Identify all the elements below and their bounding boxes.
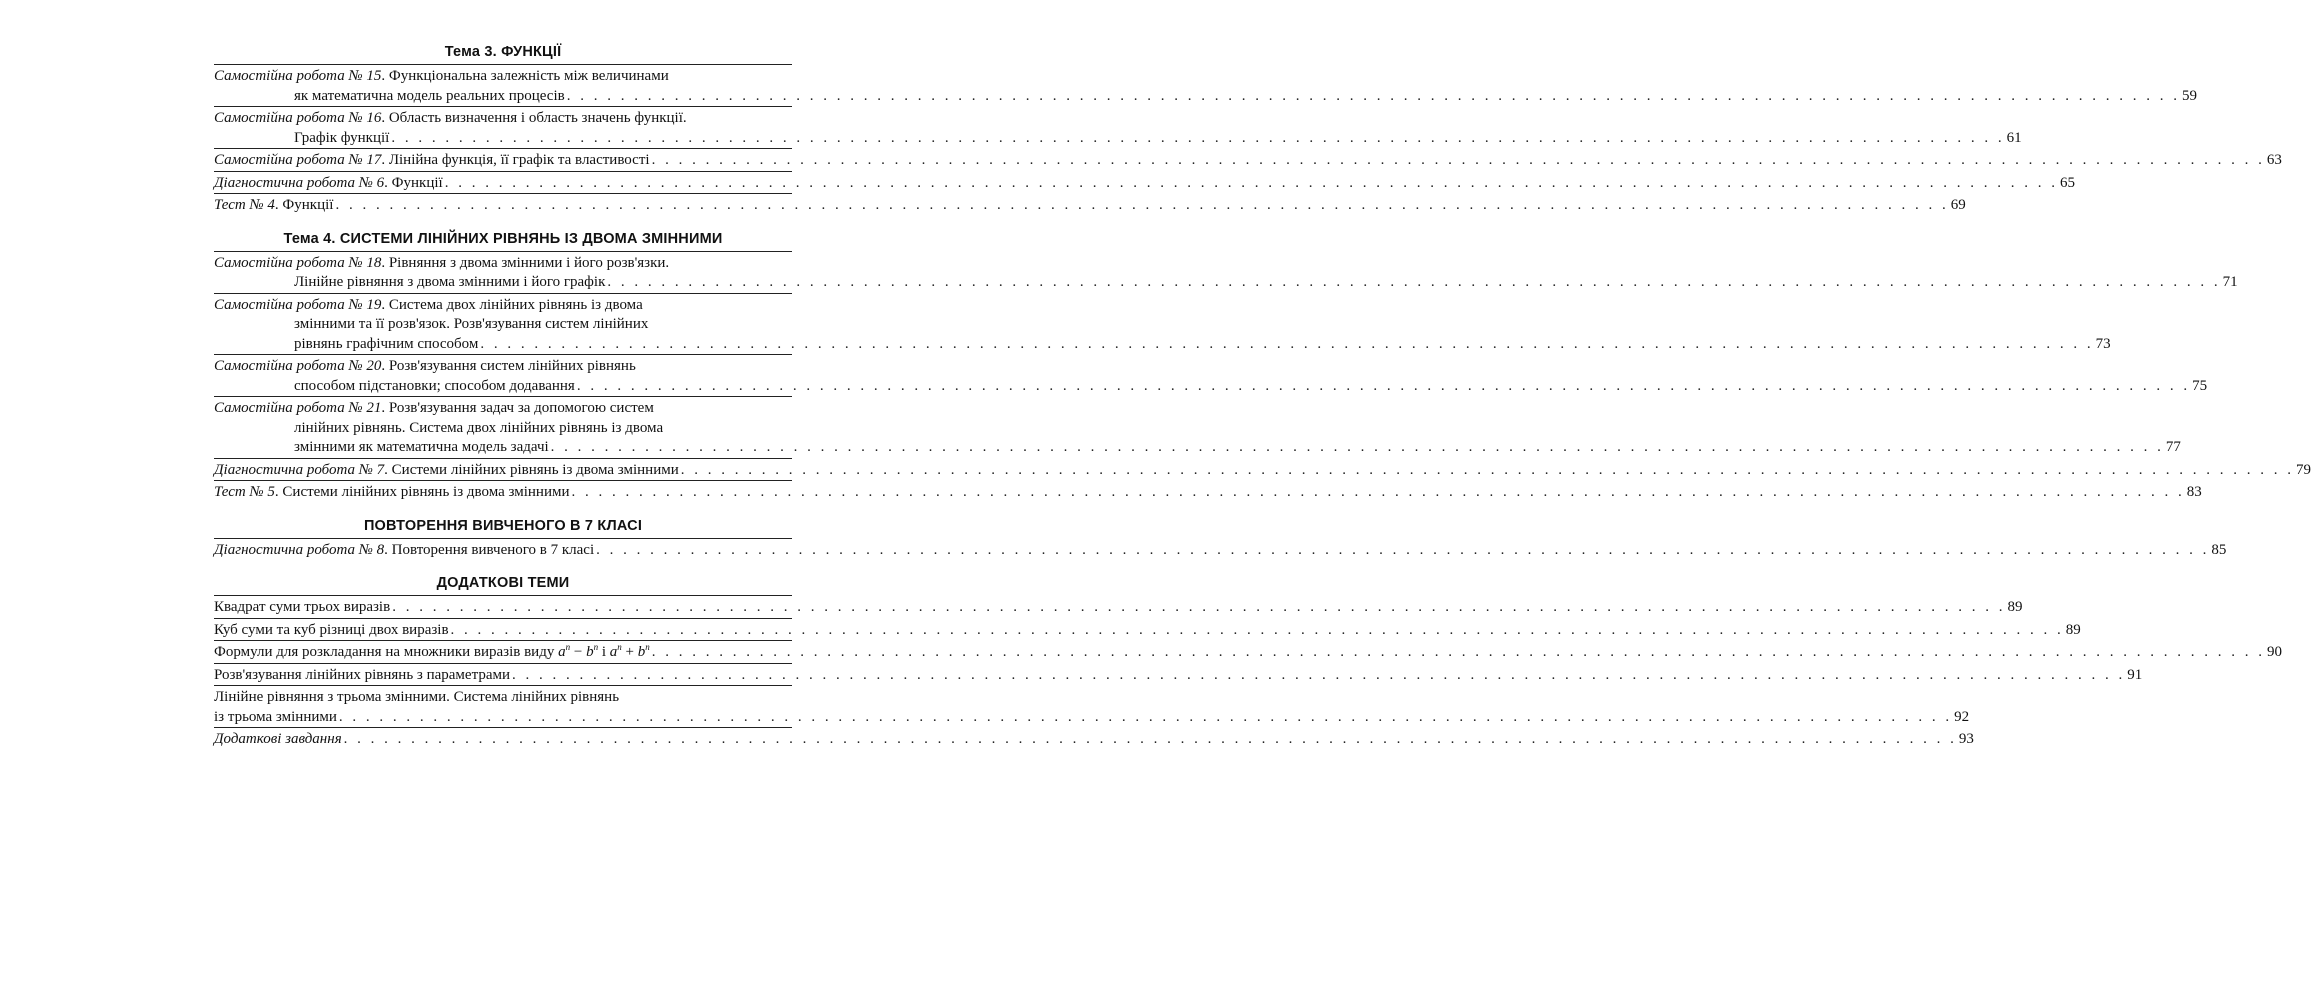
toc-entry[interactable]: [214, 293, 2111, 355]
entry-title-text: . Розв'язування систем лінійних рівнянь: [381, 358, 636, 374]
entry-title-text: . Функціональна залежність між величинами: [381, 68, 669, 84]
page-number: 93: [1958, 731, 1974, 747]
entry-title-text: Лінійне рівняння з трьома змінними. Система лінійних рівнянь: [214, 689, 620, 705]
entry-text: змінними як математична модель задачі: [294, 439, 549, 455]
entry-text: із трьома змінними: [214, 708, 337, 725]
toc-entry[interactable]: [214, 396, 2181, 458]
page-number: 75: [2192, 377, 2208, 394]
entry-label: Самостійна робота № 21: [214, 400, 382, 416]
entry-last-line: [214, 461, 2311, 481]
toc-entry[interactable]: [214, 539, 2227, 561]
entry-last-line: [214, 196, 1966, 216]
toc-entry[interactable]: [214, 663, 2143, 686]
toc-entry[interactable]: [214, 640, 2282, 663]
toc-entry[interactable]: [214, 171, 2075, 194]
page-number: 63: [2266, 152, 2282, 168]
entry-last-line: [214, 708, 1970, 728]
dot-leader: . . . . . . . . . . . . . . . . . . . . . . . . . . . . . . . . . . . . . . . . . . . . . . . . . . . . . . . . . . . . . . . . . . . . . . . . . . . . . . . . . . . . . . . . . . . . . . . . . . . . . . . . . . . . . . . . . . . . . . . .: [338, 708, 1953, 725]
toc-entry[interactable]: [214, 480, 2202, 503]
page-number: 89: [2065, 621, 2081, 638]
dot-leader: . . . . . . . . . . . . . . . . . . . . . . . . . . . . . . . . . . . . . . . . . . . . . . . . . . . . . . . . . . . . . . . . . . . . . . . . . . . . . . . . . . . . . . . . . . . . . . . . . . . . . . . . . . . . . . . . . . . . . . . .: [651, 152, 2265, 168]
entry-last-line: [214, 438, 2181, 458]
page-number: 91: [2127, 666, 2143, 683]
entry-text: Тест № 4. Функції: [214, 197, 334, 213]
entry-last-line: [214, 151, 2282, 171]
entry-first-line: [214, 357, 792, 377]
entry-last-line: [214, 335, 2111, 355]
section-title-text: ПОВТОРЕННЯ ВИВЧЕНОГО В 7 КЛАСІ: [363, 517, 643, 534]
entry-text: Лінійне рівняння з двома змінними і його графік: [294, 274, 606, 290]
page-number: 69: [1950, 197, 1966, 213]
entry-text: Формули для розкладання на множники виразів виду $a^n - b^n$ і $a^n + b^n$: [214, 642, 650, 660]
entry-text: Графік функції: [294, 129, 390, 146]
page-number: 83: [2186, 484, 2202, 500]
entry-last-line: [214, 273, 2238, 293]
entry-label: Самостійна робота № 20: [214, 358, 382, 374]
entry-text: Тест № 5. Системи лінійних рівнянь із двома змінними: [214, 484, 570, 500]
entry-first-line: [214, 109, 792, 129]
entry-last-line: [214, 730, 1974, 750]
entry-text: Куб суми та куб різниці двох виразів: [214, 621, 449, 638]
entry-last-line: [214, 642, 2282, 663]
dot-leader: . . . . . . . . . . . . . . . . . . . . . . . . . . . . . . . . . . . . . . . . . . . . . . . . . . . . . . . . . . . . . . . . . . . . . . . . . . . . . . . . . . . . . . . . . . . . . . . . . . . . . . . . . . . . . . . . . . . . . . . .: [576, 377, 2191, 394]
entry-last-line: [214, 541, 2227, 561]
entry-text: як математична модель реальних процесів: [294, 87, 565, 104]
dot-leader: . . . . . . . . . . . . . . . . . . . . . . . . . . . . . . . . . . . . . . . . . . . . . . . . . . . . . . . . . . . . . . . . . . . . . . . . . . . . . . . . . . . . . . . . . . . . . . . . . . . . . . . . . . . . . . . . . . . . . . . .: [444, 174, 2058, 191]
toc-entry[interactable]: [214, 193, 1966, 216]
entry-first-line: [214, 254, 792, 274]
toc-section: [214, 229, 2311, 503]
section-title: [214, 42, 792, 65]
page-number: 73: [2095, 335, 2111, 352]
toc-entry[interactable]: [214, 65, 2197, 106]
dot-leader: . . . . . . . . . . . . . . . . . . . . . . . . . . . . . . . . . . . . . . . . . . . . . . . . . . . . . . . . . . . . . . . . . . . . . . . . . . . . . . . . . . . . . . . . . . . . . . . . . . . . . . . . . . . . . . . . . . . . . . . .: [596, 541, 2210, 558]
entry-title-text: . Область визначення і область значень функції.: [381, 110, 687, 126]
page-number: 90: [2266, 644, 2282, 660]
entry-label: Діагностична робота № 7: [214, 461, 385, 478]
section-title: [214, 573, 792, 596]
toc-entry[interactable]: [214, 106, 2022, 148]
entry-text: Діагностична робота № 8. Повторення вивченого в 7 класі: [214, 541, 595, 558]
entry-label: Самостійна робота № 18: [214, 254, 382, 271]
page-number: 79: [2296, 461, 2311, 478]
entry-text: Додаткові завдання: [214, 731, 342, 747]
dot-leader: . . . . . . . . . . . . . . . . . . . . . . . . . . . . . . . . . . . . . . . . . . . . . . . . . . . . . . . . . . . . . . . . . . . . . . . . . . . . . . . . . . . . . . . . . . . . . . . . . . . . . . . . . . . . . . . . . . . . . . . .: [651, 644, 2265, 660]
dot-leader: . . . . . . . . . . . . . . . . . . . . . . . . . . . . . . . . . . . . . . . . . . . . . . . . . . . . . . . . . . . . . . . . . . . . . . . . . . . . . . . . . . . . . . . . . . . . . . . . . . . . . . . . . . . . . . . . . . . . . . . .: [343, 731, 1957, 747]
page-number: 65: [2059, 174, 2075, 191]
entry-continuation-line: лінійних рівнянь. Система двох лінійних рівнянь із двома: [294, 419, 664, 436]
entry-last-line: [214, 174, 2075, 194]
entry-title-text: . Розв'язування задач за допомогою систем: [381, 400, 654, 416]
section-title-text: ФУНКЦІЇ: [501, 44, 562, 60]
page-number: 92: [1954, 708, 1970, 725]
entry-continuation-line: змінними та її розв'язок. Розв'язування систем лінійних: [294, 316, 649, 332]
entry-label: Тест № 5: [214, 484, 275, 500]
entry-text: Діагностична робота № 6. Функції: [214, 174, 443, 191]
section-title-text: СИСТЕМИ ЛІНІЙНИХ РІВНЯНЬ ІЗ ДВОМА ЗМІННИМИ: [339, 230, 723, 247]
dot-leader: . . . . . . . . . . . . . . . . . . . . . . . . . . . . . . . . . . . . . . . . . . . . . . . . . . . . . . . . . . . . . . . . . . . . . . . . . . . . . . . . . . . . . . . . . . . . . . . . . . . . . . . . . . . . . . . . . . . . . . . .: [566, 87, 2180, 104]
page-number: 89: [2007, 599, 2023, 615]
entry-label: Самостійна робота № 15: [214, 68, 382, 84]
entry-text: рівнянь графічним способом: [294, 335, 479, 352]
entry-title-text: . Система двох лінійних рівнянь із двома: [381, 296, 643, 313]
entry-label: Самостійна робота № 16: [214, 110, 382, 126]
section-title-text: ДОДАТКОВІ ТЕМИ: [436, 575, 570, 591]
toc-entry[interactable]: [214, 458, 2311, 481]
section-title: [214, 229, 792, 252]
toc-entry[interactable]: [214, 596, 2023, 618]
page-number: 61: [2006, 129, 2022, 146]
entry-text: Самостійна робота № 17. Лінійна функція, її графік та властивості: [214, 152, 650, 168]
toc-entry[interactable]: [214, 618, 2081, 641]
page-number: 71: [2222, 274, 2238, 290]
toc-entry[interactable]: [214, 148, 2282, 171]
dot-leader: . . . . . . . . . . . . . . . . . . . . . . . . . . . . . . . . . . . . . . . . . . . . . . . . . . . . . . . . . . . . . . . . . . . . . . . . . . . . . . . . . . . . . . . . . . . . . . . . . . . . . . . . . . . . . . . . . . . . . . . .: [607, 274, 2221, 290]
math-term: $b^n$: [637, 642, 650, 660]
toc-entry[interactable]: [214, 252, 2238, 293]
entry-first-line: [214, 67, 792, 87]
entry-label: Діагностична робота № 8: [214, 541, 385, 558]
entry-last-line: [214, 621, 2081, 641]
entry-last-line: [214, 666, 2143, 686]
entry-text: способом підстановки; способом додавання: [294, 377, 575, 394]
entry-last-line: [214, 598, 2023, 618]
dot-leader: . . . . . . . . . . . . . . . . . . . . . . . . . . . . . . . . . . . . . . . . . . . . . . . . . . . . . . . . . . . . . . . . . . . . . . . . . . . . . . . . . . . . . . . . . . . . . . . . . . . . . . . . . . . . . . . . . . . . . . . .: [450, 621, 2064, 638]
toc-entry[interactable]: [214, 727, 1974, 750]
entry-text: Квадрат суми трьох виразів: [214, 599, 391, 615]
page-number: 59: [2181, 87, 2197, 104]
entry-last-line: [214, 129, 2022, 149]
dot-leader: . . . . . . . . . . . . . . . . . . . . . . . . . . . . . . . . . . . . . . . . . . . . . . . . . . . . . . . . . . . . . . . . . . . . . . . . . . . . . . . . . . . . . . . . . . . . . . . . . . . . . . . . . . . . . . . . . . . . . . . .: [571, 484, 2185, 500]
entry-first-line: [214, 688, 792, 708]
entry-first-line: [214, 296, 792, 316]
dot-leader: . . . . . . . . . . . . . . . . . . . . . . . . . . . . . . . . . . . . . . . . . . . . . . . . . . . . . . . . . . . . . . . . . . . . . . . . . . . . . . . . . . . . . . . . . . . . . . . . . . . . . . . . . . . . . . . . . . . . . . . .: [335, 197, 1949, 213]
toc-section: [214, 42, 2282, 216]
dot-leader: . . . . . . . . . . . . . . . . . . . . . . . . . . . . . . . . . . . . . . . . . . . . . . . . . . . . . . . . . . . . . . . . . . . . . . . . . . . . . . . . . . . . . . . . . . . . . . . . . . . . . . . . . . . . . . . . . . . . . . . .: [512, 666, 2126, 683]
entry-text: Розв'язування лінійних рівнянь з параметрами: [214, 666, 510, 683]
section-title-lead: Тема 3.: [444, 44, 502, 60]
entry-first-line: [214, 399, 792, 419]
entry-last-line: [214, 87, 2197, 107]
dot-leader: . . . . . . . . . . . . . . . . . . . . . . . . . . . . . . . . . . . . . . . . . . . . . . . . . . . . . . . . . . . . . . . . . . . . . . . . . . . . . . . . . . . . . . . . . . . . . . . . . . . . . . . . . . . . . . . . . . . . . . . .: [391, 129, 2005, 146]
entry-last-line: [214, 483, 2202, 503]
math-term: $a^n$: [609, 642, 622, 660]
page-number: 85: [2211, 541, 2227, 558]
entry-label: Тест № 4: [214, 197, 275, 213]
page-number: 77: [2165, 439, 2181, 455]
toc-section: [214, 573, 2282, 750]
entry-title-text: . Рівняння з двома змінними і його розв'язки.: [381, 254, 670, 271]
entry-label: Самостійна робота № 17: [214, 152, 382, 168]
toc-entry[interactable]: [214, 685, 1970, 727]
entry-last-line: [214, 377, 2208, 397]
table-of-contents: [214, 42, 2311, 763]
section-title-lead: Тема 4.: [283, 230, 340, 247]
dot-leader: . . . . . . . . . . . . . . . . . . . . . . . . . . . . . . . . . . . . . . . . . . . . . . . . . . . . . . . . . . . . . . . . . . . . . . . . . . . . . . . . . . . . . . . . . . . . . . . . . . . . . . . . . . . . . . . . . . . . . . . .: [392, 599, 2006, 615]
entry-text: Діагностична робота № 7. Системи лінійних рівнянь із двома змінними: [214, 461, 679, 478]
toc-section: [214, 516, 2227, 561]
toc-entry[interactable]: [214, 354, 2208, 396]
dot-leader: . . . . . . . . . . . . . . . . . . . . . . . . . . . . . . . . . . . . . . . . . . . . . . . . . . . . . . . . . . . . . . . . . . . . . . . . . . . . . . . . . . . . . . . . . . . . . . . . . . . . . . . . . . . . . . . . . . . . . . . .: [480, 335, 2094, 352]
section-title: [214, 516, 792, 539]
entry-label: Діагностична робота № 6: [214, 174, 385, 191]
dot-leader: . . . . . . . . . . . . . . . . . . . . . . . . . . . . . . . . . . . . . . . . . . . . . . . . . . . . . . . . . . . . . . . . . . . . . . . . . . . . . . . . . . . . . . . . . . . . . . . . . . . . . . . . . . . . . . . . . . . . . . . .: [550, 439, 2164, 455]
math-term: $b^n$: [586, 642, 599, 660]
dot-leader: . . . . . . . . . . . . . . . . . . . . . . . . . . . . . . . . . . . . . . . . . . . . . . . . . . . . . . . . . . . . . . . . . . . . . . . . . . . . . . . . . . . . . . . . . . . . . . . . . . . . . . . . . . . . . . . . . . . . . . . .: [680, 461, 2294, 478]
math-term: $a^n$: [558, 642, 571, 660]
entry-label: Самостійна робота № 19: [214, 296, 382, 313]
